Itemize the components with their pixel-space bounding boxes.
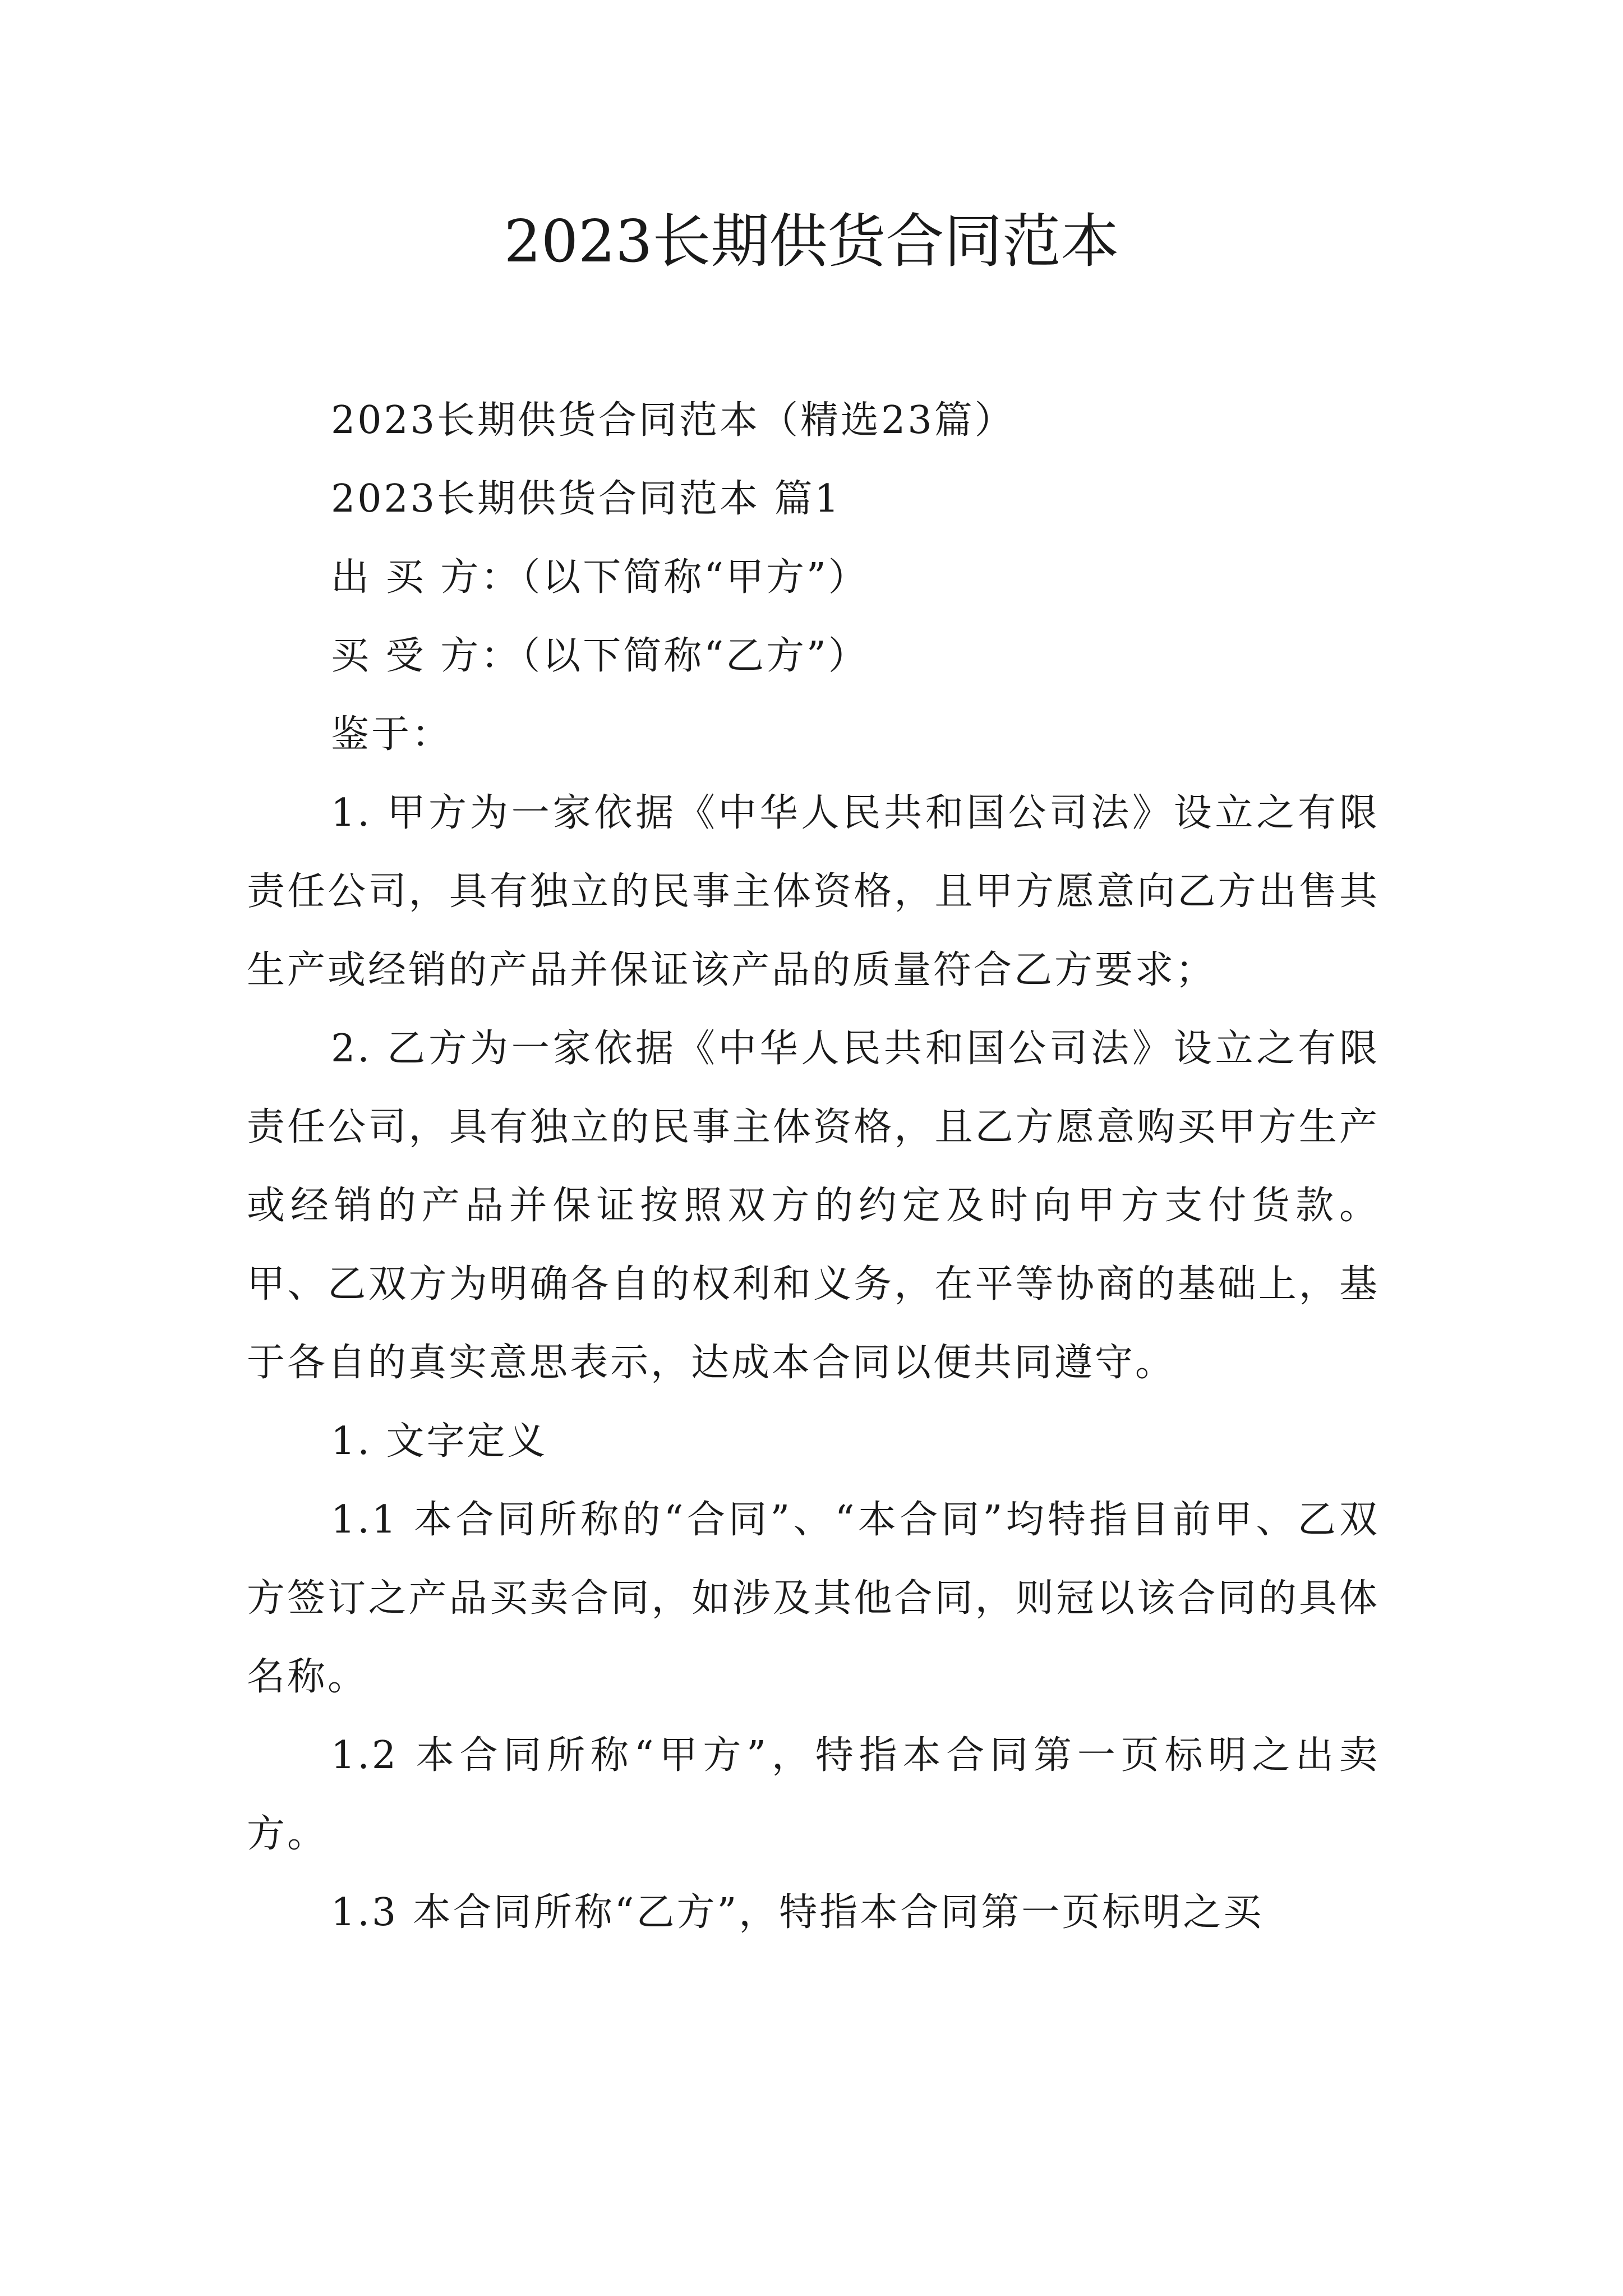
paragraph-recital-1: 1. 甲方为一家依据《中华人民共和国公司法》设立之有限责任公司，具有独立的民事主体资格，且甲方愿意向乙方出售其生产或经销的产品并保证该产品的质量符合乙方要求；	[247, 791, 1380, 992]
seller-line: 出 买 方：（以下简称“甲方”）	[331, 555, 869, 600]
paragraph-recital-2: 2. 乙方为一家依据《中华人民共和国公司法》设立之有限责任公司，具有独立的民事主体资格，且乙方愿意购买甲方生产或经销的产品并保证按照双方的约定及时向甲方支付货款。 甲、乙双方为明确各自的权利和义务，在平等协商的基础上，基于各自的真实意思表示，达成本合同以便共同遵守。	[247, 1027, 1380, 1385]
document-title: 2023长期供货合同范本	[504, 207, 1119, 275]
definitions-heading: 1. 文字定义	[331, 1419, 548, 1464]
paragraph-clause-1-3: 1.3 本合同所称“乙方”，特指本合同第一页标明之买	[331, 1890, 1264, 1935]
document-body	[247, 381, 1380, 1952]
section-heading: 2023长期供货合同范本 篇1	[331, 477, 841, 521]
paragraph-clause-1-1: 1.1 本合同所称的“合同”、“本合同”均特指目前甲、乙双方签订之产品买卖合同，如涉及其他合同，则冠以该合同的具体名称。	[247, 1498, 1380, 1699]
subtitle-line: 2023长期供货合同范本（精选23篇）	[331, 398, 1015, 443]
buyer-line: 买 受 方：（以下简称“乙方”）	[331, 634, 869, 678]
paragraph-clause-1-2: 1.2 本合同所称“甲方”，特指本合同第一页标明之出卖方。	[247, 1733, 1380, 1856]
whereas-line: 鉴于：	[331, 712, 453, 757]
